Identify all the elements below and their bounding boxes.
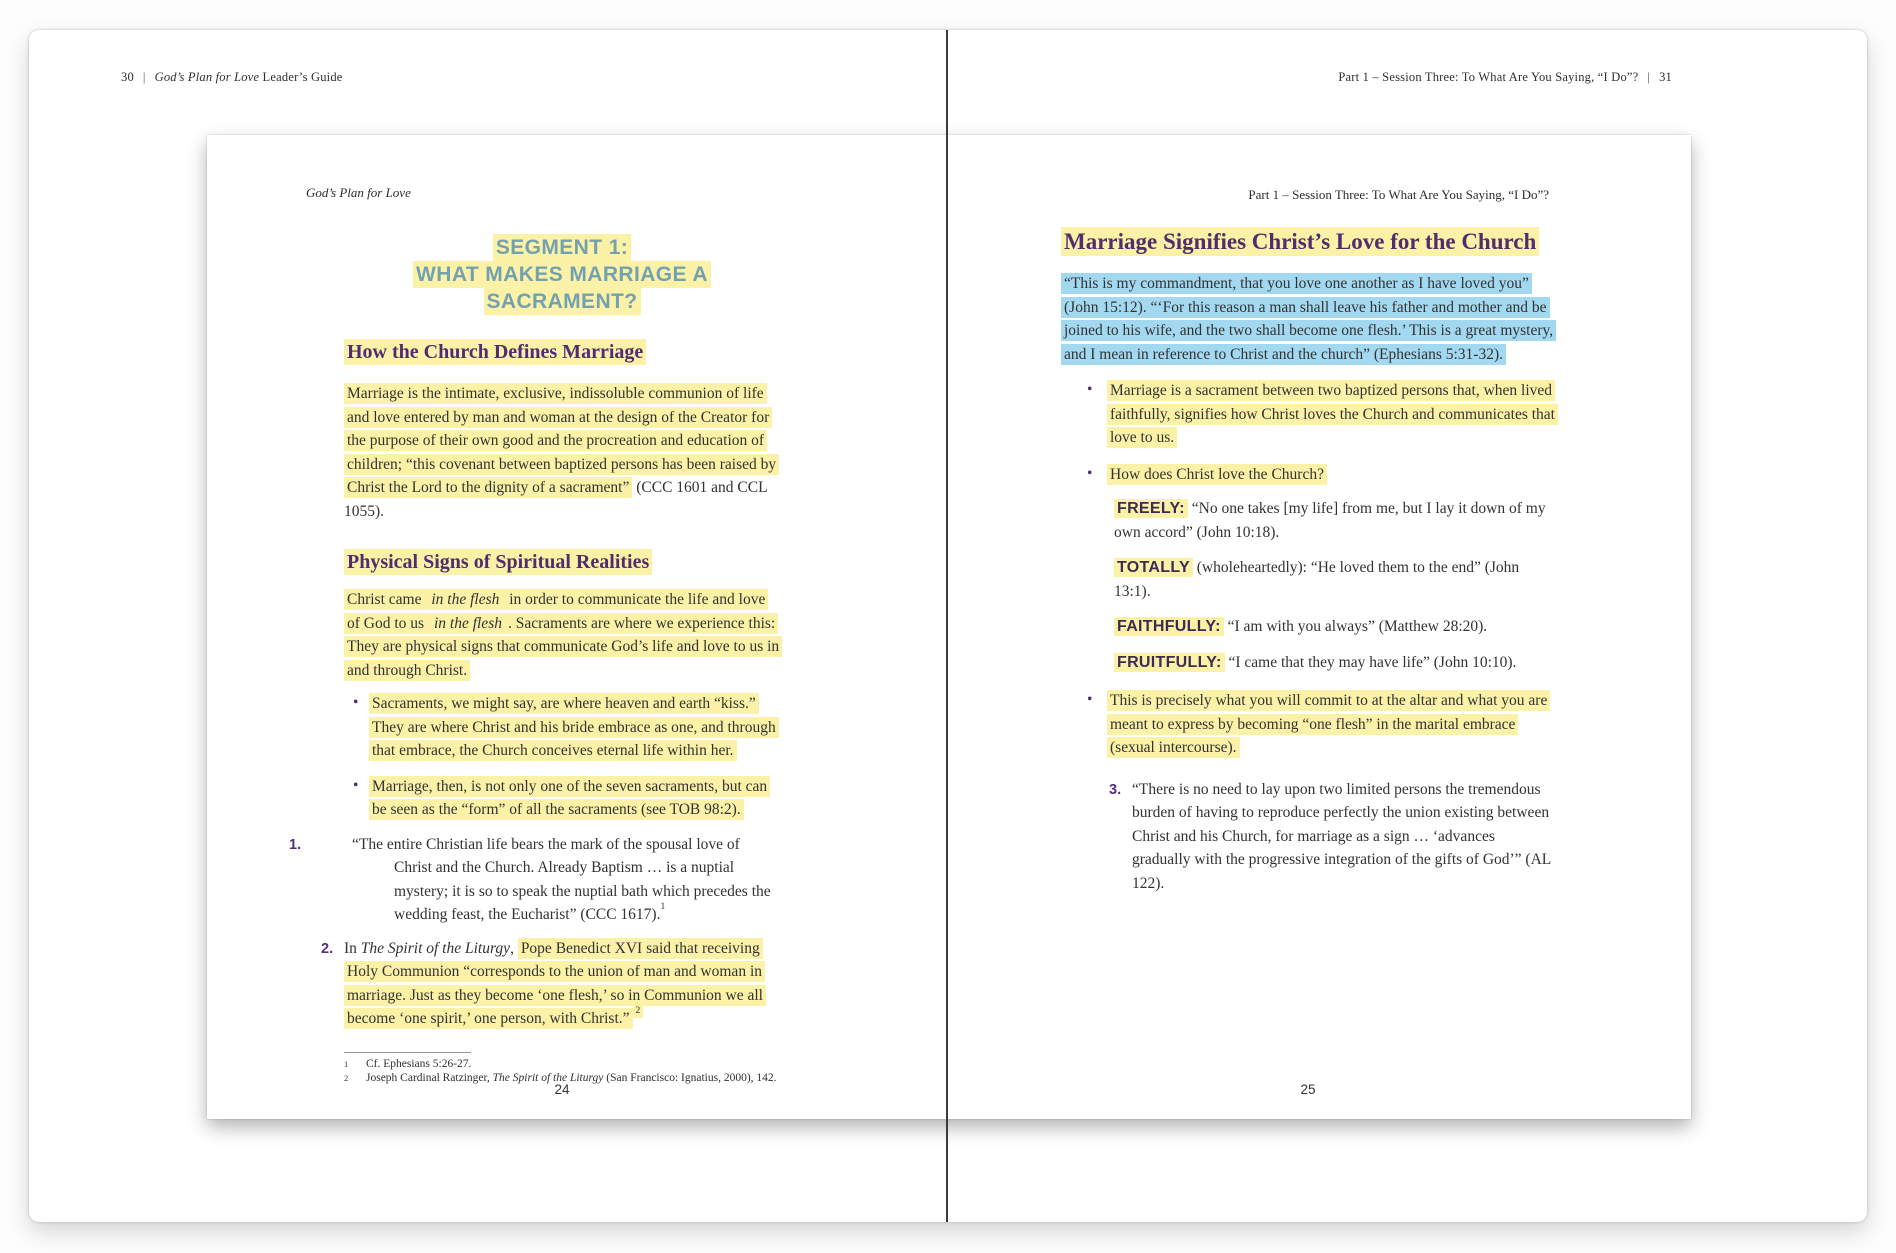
section-heading-physical-signs: Physical Signs of Spiritual Realities: [344, 549, 780, 575]
pdf-spread-sheet: [29, 30, 1867, 1222]
bullet-marker: •: [1087, 464, 1093, 482]
numbered-item-1: 1. “The entire Christian life bears the mark of the spousal love of Christ and the Church. Already Baptism … is a nuptial mystery; it is so to speak the nuptial bath which precedes the wedding feast, the Eucharist” (CCC 1617).$^1$: [289, 835, 771, 923]
spread-center-divider: [946, 30, 948, 1222]
item-number: 3.: [1109, 781, 1122, 798]
love-label: FREELY:: [1114, 499, 1188, 518]
footnote-2: 2 Joseph Cardinal Ratzinger, The Spirit of the Liturgy (San Francisco: Ignatius, 2000), 142.: [344, 1071, 777, 1084]
bullet-item-sacrament-signifies: • Marriage is a sacrament between two baptized persons that, when lived faithfully, signifies how Christ loves the Church and communicates that love to us.: [1061, 379, 1555, 450]
love-item-totally: TOTALLY (wholeheartedly): “He loved them to the end” (John 13:1).: [1114, 559, 1520, 600]
bullet-marker: •: [1087, 381, 1093, 398]
bullet-marker: •: [353, 776, 359, 794]
love-item-freely: FREELY: “No one takes [my life] from me, but I lay it down of my own accord” (John 10:18).: [1114, 500, 1546, 541]
numbered-item-2: 2. In The Spirit of the Liturgy, Pope Benedict XVI said that receiving Holy Communion “corresponds to the union of man and woman in marriage. Just as they become ‘one flesh,’ so in Communion we all become ‘one spirit,’ one person, with Christ.” $^2$: [344, 937, 780, 1031]
bullet-item-how-does-christ-love: • How does Christ love the Church?: [1061, 463, 1555, 487]
bullet-marker: •: [353, 694, 359, 711]
love-item-fruitfully: FRUITFULLY: “I came that they may have life” (John 10:10).: [1061, 651, 1555, 675]
header-title-rest: Leader’s Guide: [259, 70, 343, 84]
scripture-quote: “This is my commandment, that you love one another as I have loved you” (John 15:12). “‘For this reason a man shall leave his father and mother and be joined to his wife, and the two shall become one flesh.’ This is a great mystery, and I mean in reference to Christ and the church” (Ephesians 5:31-32).: [1061, 272, 1555, 366]
session-title: Part 1 – Session Three: To What Are You Saying, “I Do”?: [1338, 70, 1639, 84]
header-separator: |: [1647, 70, 1651, 84]
book-title: God’s Plan for Love: [154, 70, 260, 84]
paragraph-marriage-definition: Marriage is the intimate, exclusive, indissoluble communion of life and love entered by man and woman at the design of the Creator for the purpose of their own good and the procreation and education of children; “this covenant between baptized persons has been raised by Christ the Lord to the dignity of a sacrament” (CCC 1601 and CCL 1055).: [344, 382, 780, 523]
footnote-marker: 1: [344, 1058, 349, 1069]
folio-number-right: 31: [1659, 70, 1672, 84]
section-heading-defines-marriage: How the Church Defines Marriage: [344, 339, 780, 365]
footnote-rule: [344, 1052, 471, 1053]
paragraph-physical-signs: Christ came in the flesh in order to communicate the life and love of God to us in the flesh . Sacraments are where we experience this: They are physical signs that communicate God’s life and love to us in and through Christ.: [344, 588, 780, 682]
bullet-item-sacraments-kiss: • Sacraments, we might say, are where heaven and earth “kiss.” They are where Christ and his bride embrace as one, and through that embrace, the Church conceives eternal life within her.: [344, 692, 780, 763]
love-label: FAITHFULLY:: [1114, 617, 1224, 636]
running-head-right: Part 1 – Session Three: To What Are You Saying, “I Do”?: [1248, 187, 1549, 202]
numbered-item-3: 3. “There is no need to lay upon two limited persons the tremendous burden of having to reproduce perfectly the union existing between Christ and his Church, for marriage as a sign … ‘advances gradually with the progressive integration of the gifts of God’” (AL 122).: [1109, 780, 1551, 892]
running-head-left: God’s Plan for Love: [306, 185, 411, 200]
scanned-book-spread: [207, 135, 1691, 1119]
love-label: TOTALLY: [1114, 558, 1193, 577]
book-page-25: [1061, 223, 1555, 1097]
segment-heading-line2: WHAT MAKES MARRIAGE A SACRAMENT?: [413, 261, 711, 315]
segment-heading: [344, 234, 780, 315]
page-header-left: [121, 70, 343, 85]
love-item-faithfully: FAITHFULLY: “I am with you always” (Matthew 28:20).: [1061, 615, 1555, 639]
segment-heading-line1: SEGMENT 1:: [493, 234, 631, 261]
bullet-item-commit-at-altar: • This is precisely what you will commit to at the altar and what you are meant to express by becoming “one flesh” in the marital embrace (sexual intercourse).: [1061, 689, 1555, 760]
book-page-24: [289, 230, 780, 1097]
heading-marriage-signifies: Marriage Signifies Christ’s Love for the Church: [1061, 228, 1555, 256]
folio-number-left: 30: [121, 70, 134, 84]
page-header-right: [1338, 70, 1672, 85]
bullet-marker: •: [1087, 691, 1093, 708]
bullet-item-form-of-sacraments: • Marriage, then, is not only one of the seven sacraments, but can be seen as the “form” of all the sacraments (see TOB 98:2).: [344, 775, 780, 822]
love-label: FRUITFULLY:: [1114, 653, 1225, 672]
page-number-25: 25: [1300, 1082, 1316, 1097]
footnote-marker: 2: [344, 1072, 349, 1083]
item-number: 2.: [321, 940, 334, 957]
footnote-1: 1 Cf. Ephesians 5:26-27.: [344, 1057, 472, 1070]
page-number-24: 24: [554, 1082, 570, 1097]
header-separator: |: [142, 70, 146, 84]
